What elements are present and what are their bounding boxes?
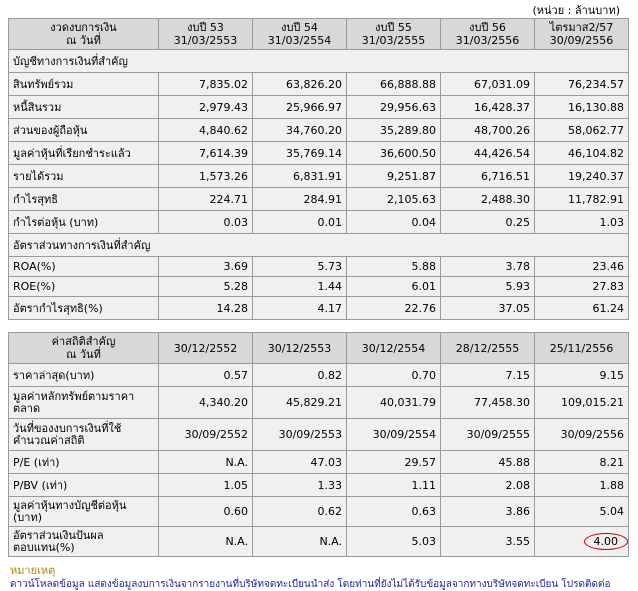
header-cell-q2-57	[535, 19, 629, 50]
row-value: 5.03	[347, 527, 441, 557]
row-label: กำไรต่อหุ้น (บาท)	[9, 211, 159, 234]
header-line-1: ไตรมาส2/57	[549, 21, 614, 34]
section-row-key-accounts	[9, 50, 629, 73]
header-cell-fy55	[347, 19, 441, 50]
row-value: 7.15	[441, 364, 535, 387]
row-value: 29.57	[347, 451, 441, 474]
row-value: 4,840.62	[159, 119, 253, 142]
header-cell-period	[9, 19, 159, 50]
row-value: 58,062.77	[535, 119, 629, 142]
row-value: 46,104.82	[535, 142, 629, 165]
row-label: มูลค่าหุ้นที่เรียกชำระแล้ว	[9, 142, 159, 165]
table-row	[9, 297, 629, 320]
table-row	[9, 277, 629, 297]
header-line-2: 31/03/2554	[267, 34, 332, 47]
row-value: 1.88	[535, 474, 629, 497]
row-value: 37.05	[441, 297, 535, 320]
header-cell-fy54	[253, 19, 347, 50]
row-label: ราคาล่าสุด(บาท)	[9, 364, 159, 387]
header-line-1: งวดงบการเงิน	[50, 21, 117, 34]
row-value: 3.86	[441, 497, 535, 527]
row-value: 27.83	[535, 277, 629, 297]
row-value: N.A.	[159, 527, 253, 557]
row-value: 5.73	[253, 257, 347, 277]
row-value: 47.03	[253, 451, 347, 474]
table-row	[9, 119, 629, 142]
table-row	[9, 364, 629, 387]
row-value: 2,488.30	[441, 188, 535, 211]
row-value: 4.17	[253, 297, 347, 320]
row-value: 1.03	[535, 211, 629, 234]
row-label: มูลค่าหลักทรัพย์ตามราคาตลาด	[9, 387, 159, 419]
header-line-1: ค่าสถิติสำคัญ	[51, 335, 116, 348]
row-value: 2,979.43	[159, 96, 253, 119]
row-value: 76,234.57	[535, 73, 629, 96]
header-line-2: 31/03/2553	[173, 34, 238, 47]
table-row	[9, 188, 629, 211]
row-value: 2,105.63	[347, 188, 441, 211]
header-cell-date-4: 28/12/2555	[441, 333, 535, 364]
table-row	[9, 96, 629, 119]
row-value: 2.08	[441, 474, 535, 497]
unit-note: (หน่วย : ล้านบาท)	[532, 4, 620, 17]
row-value: 3.78	[441, 257, 535, 277]
row-value: 35,289.80	[347, 119, 441, 142]
header-cell-date-2: 30/12/2553	[253, 333, 347, 364]
row-value: 67,031.09	[441, 73, 535, 96]
table-header-row	[9, 333, 629, 364]
header-line-2: 30/09/2556	[549, 34, 614, 47]
row-value: 14.28	[159, 297, 253, 320]
row-value: 109,015.21	[535, 387, 629, 419]
table-row	[9, 387, 629, 419]
table-row	[9, 142, 629, 165]
row-value: 0.63	[347, 497, 441, 527]
row-value: 0.60	[159, 497, 253, 527]
row-value: 1.33	[253, 474, 347, 497]
row-value: N.A.	[159, 451, 253, 474]
row-value: 45.88	[441, 451, 535, 474]
header-cell-date-3: 30/12/2554	[347, 333, 441, 364]
row-label: ROE(%)	[9, 277, 159, 297]
row-value: 1.44	[253, 277, 347, 297]
row-value: 66,888.88	[347, 73, 441, 96]
row-value: 5.93	[441, 277, 535, 297]
row-label: อัตราส่วนเงินปันผลตอบแทน(%)	[9, 527, 159, 557]
row-value: 30/09/2552	[159, 419, 253, 451]
row-value: 30/09/2555	[441, 419, 535, 451]
row-value: 22.76	[347, 297, 441, 320]
row-value: 0.62	[253, 497, 347, 527]
row-value: 45,829.21	[253, 387, 347, 419]
footer-title: หมายเหตุ	[10, 564, 56, 577]
row-value: 3.69	[159, 257, 253, 277]
row-value: 0.25	[441, 211, 535, 234]
table-row	[9, 165, 629, 188]
header-line-2: ณ วันที่	[66, 348, 101, 361]
row-value: 1,573.26	[159, 165, 253, 188]
row-value: 44,426.54	[441, 142, 535, 165]
section-title: บัญชีทางการเงินที่สำคัญ	[9, 50, 629, 73]
header-cell-date-1: 30/12/2552	[159, 333, 253, 364]
row-value: 6,716.51	[441, 165, 535, 188]
row-value: 0.57	[159, 364, 253, 387]
row-label: หนี้สินรวม	[9, 96, 159, 119]
row-label: P/E (เท่า)	[9, 451, 159, 474]
row-value: 11,782.91	[535, 188, 629, 211]
header-line-2: 31/03/2555	[361, 34, 426, 47]
row-value: 1.11	[347, 474, 441, 497]
row-value: 5.88	[347, 257, 441, 277]
header-line-1: งบปี 56	[469, 21, 506, 34]
row-value: 30/09/2553	[253, 419, 347, 451]
row-value: 16,428.37	[441, 96, 535, 119]
row-value: 30/09/2556	[535, 419, 629, 451]
row-label: กำไรสุทธิ	[9, 188, 159, 211]
header-cell-statistic	[9, 333, 159, 364]
row-value: 48,700.26	[441, 119, 535, 142]
header-cell-fy53	[159, 19, 253, 50]
dividend-yield-highlight: 4.00	[588, 535, 625, 548]
row-value: 9.15	[535, 364, 629, 387]
row-label: ROA(%)	[9, 257, 159, 277]
row-value: 6,831.91	[253, 165, 347, 188]
row-value: 30/09/2554	[347, 419, 441, 451]
row-label: อัตรากำไรสุทธิ(%)	[9, 297, 159, 320]
table-row	[9, 451, 629, 474]
table-gap	[8, 320, 630, 332]
table-row	[9, 257, 629, 277]
row-value: 3.55	[441, 527, 535, 557]
header-line-1: งบปี 55	[375, 21, 412, 34]
table-row	[9, 527, 629, 557]
row-value: 23.46	[535, 257, 629, 277]
row-value: N.A.	[253, 527, 347, 557]
financial-accounts-table	[8, 18, 629, 320]
row-value: 0.01	[253, 211, 347, 234]
header-line-1: งบปี 53	[187, 21, 224, 34]
footer-text: ดาวน์โหลดข้อมูล แสดงข้อมูลงบการเงินจากรายงานที่บริษัทจดทะเบียนนำส่ง โดยท่านที่ยังไม่ได้รับข้อมูลจากทางบริษัทจดทะเบียน โปรดติดต่อ	[10, 579, 611, 590]
row-value: 16,130.88	[535, 96, 629, 119]
row-value: 284.91	[253, 188, 347, 211]
row-value: 9,251.87	[347, 165, 441, 188]
row-value: 5.28	[159, 277, 253, 297]
row-value: 8.21	[535, 451, 629, 474]
row-value: 5.04	[535, 497, 629, 527]
row-value: 36,600.50	[347, 142, 441, 165]
row-value: 6.01	[347, 277, 441, 297]
header-cell-fy56	[441, 19, 535, 50]
row-value: 34,760.20	[253, 119, 347, 142]
row-value: 7,614.39	[159, 142, 253, 165]
table-row	[9, 73, 629, 96]
row-label: รายได้รวม	[9, 165, 159, 188]
row-value: 35,769.14	[253, 142, 347, 165]
row-value: 77,458.30	[441, 387, 535, 419]
row-value: 29,956.63	[347, 96, 441, 119]
table-row	[9, 211, 629, 234]
row-value-highlighted	[535, 527, 629, 557]
table-row	[9, 497, 629, 527]
row-value: 0.82	[253, 364, 347, 387]
key-statistics-table	[8, 332, 629, 557]
row-value: 40,031.79	[347, 387, 441, 419]
row-label: ส่วนของผู้ถือหุ้น	[9, 119, 159, 142]
row-label: P/BV (เท่า)	[9, 474, 159, 497]
header-line-1: งบปี 54	[281, 21, 318, 34]
row-value: 0.70	[347, 364, 441, 387]
row-value: 25,966.97	[253, 96, 347, 119]
row-value: 61.24	[535, 297, 629, 320]
row-value: 63,826.20	[253, 73, 347, 96]
row-value: 7,835.02	[159, 73, 253, 96]
row-label: วันที่ของงบการเงินที่ใช้คำนวณค่าสถิติ	[9, 419, 159, 451]
row-value: 19,240.37	[535, 165, 629, 188]
table-row	[9, 419, 629, 451]
header-line-2: 31/03/2556	[455, 34, 520, 47]
row-value: 4,340.20	[159, 387, 253, 419]
table-header-row	[9, 19, 629, 50]
row-value: 1.05	[159, 474, 253, 497]
row-value: 224.71	[159, 188, 253, 211]
header-line-2: ณ วันที่	[66, 34, 101, 47]
section-title: อัตราส่วนทางการเงินที่สำคัญ	[9, 234, 629, 257]
header-cell-date-5: 25/11/2556	[535, 333, 629, 364]
row-label: สินทรัพย์รวม	[9, 73, 159, 96]
section-row-key-ratios	[9, 234, 629, 257]
row-value: 0.03	[159, 211, 253, 234]
row-value: 0.04	[347, 211, 441, 234]
table-row	[9, 474, 629, 497]
row-label: มูลค่าหุ้นทางบัญชีต่อหุ้น (บาท)	[9, 497, 159, 527]
